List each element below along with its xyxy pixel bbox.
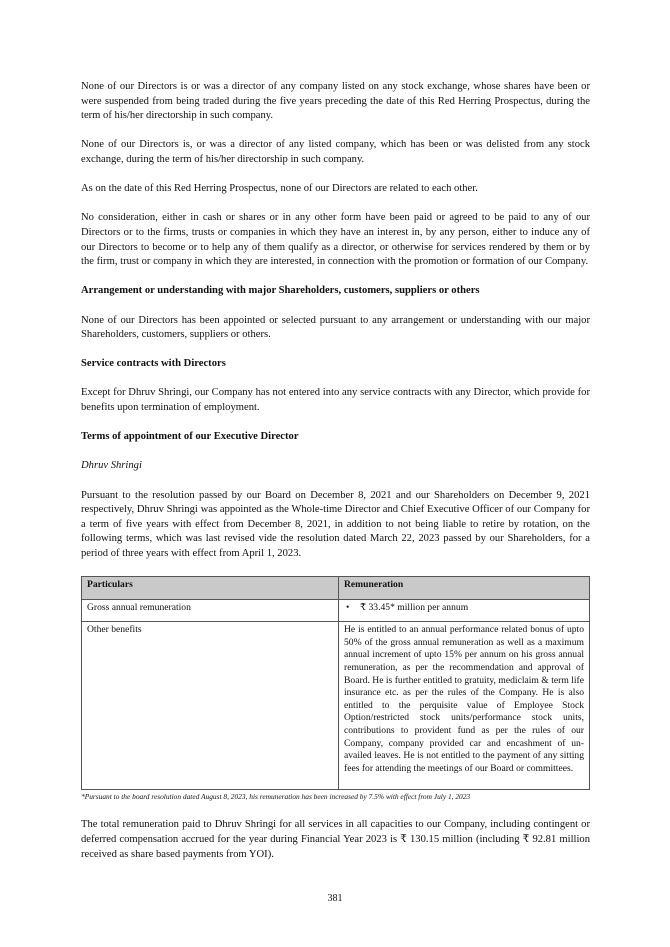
cell-remuneration: He is entitled to an annual performance related bonus of upto 50% of the gross annual remuneration as well as a maximum annual increment of upto 15% per annum on his gross annual remuneration, as per the recommendation and approval of Board. He is further entitled to gratuity, mediclaim & term life insurance etc. as per the rules of the Company. He is also entitled to the perquisite value of Employee Stock Option/restricted stock units/performance stock units, contributions to provident fund as per the rules of our Company, company provided car and encashment of un-availed leaves. He is not entitled to the payment of any sitting fees for attending the meetings of our Board or committees. [339,622,590,790]
paragraph-service-contracts: Except for Dhruv Shringi, our Company has not entered into any service contracts with any Director, which provide for benefits upon termination of employment. [81,387,590,414]
cell-particular: Gross annual remuneration [82,600,339,622]
table-header-row [82,577,590,600]
heading-terms-of-appointment: Terms of appointment of our Executive Director [81,431,299,443]
bullet-icon: • [346,602,350,614]
paragraph-appointment-resolution: Pursuant to the resolution passed by our Board on December 8, 2021 and our Shareholders on December 9, 2021 respectively, Dhruv Shringi was appointed as the Whole-time Director and Chief Executive Officer of our Company for a term of five years with effect from December 8, 2021, in addition to not being liable to retire by rotation, on the following terms, which was last revised vide the resolution dated March 22, 2023 passed by our Shareholders, for a period of three years with effect from April 1, 2023. [81,489,590,559]
cell-particular: Other benefits [82,622,339,790]
paragraph-directors-related: As on the date of this Red Herring Prospectus, none of our Directors are related to each other. [81,183,478,195]
heading-service-contracts: Service contracts with Directors [81,358,226,370]
gross-remuneration-value: ₹ 33.45* million per annum [360,602,469,614]
column-header-remuneration: Remuneration [339,577,590,600]
paragraph-delisted-company: None of our Directors is, or was a director of any listed company, which has been or was delisted from any stock exchange, during the term of his/her directorship in such company. [81,139,590,165]
director-name-subheading: Dhruv Shringi [81,460,142,472]
cell-remuneration [339,600,590,622]
paragraph-arrangement: None of our Directors has been appointed or selected pursuant to any arrangement or understanding with our major Shareholders, customers, suppliers or others. [81,314,590,341]
paragraph-total-remuneration: The total remuneration paid to Dhruv Shringi for all services in all capacities to our Company, including contingent or deferred compensation accrued for the year during Financial Year 2023 is ₹ 130.15 million (including ₹ 92.81 million received as share based payments from YOI). [81,819,590,860]
table-footnote: *Pursuant to the board resolution dated August 8, 2023, his remuneration has been increased by 7.5% with effect from July 1, 2023 [81,792,471,802]
table-row [82,600,590,622]
heading-arrangement: Arrangement or understanding with major Shareholders, customers, suppliers or others [81,285,480,297]
table-row [82,622,590,790]
column-header-particulars: Particulars [82,577,339,600]
paragraph-suspended-listing: None of our Directors is or was a director of any company listed on any stock exchange, whose shares have been or were suspended from being traded during the five years preceding the date of this Red Herring Prospectus, during the term of his/her directorship in such company. [81,81,590,122]
document-page [81,80,590,877]
page-number: 381 [327,893,343,904]
paragraph-no-consideration: No consideration, either in cash or shares or in any other form have been paid or agreed to be paid to any of our Directors or to the firms, trusts or companies in which they have an interest in, by any person, either to induce any of our Directors to become or to help any of them qualify as a director, or otherwise for services rendered by them or by the firm, trust or company in which they are interested, in connection with the promotion or formation of our Company. [81,212,590,268]
remuneration-table [81,576,590,790]
